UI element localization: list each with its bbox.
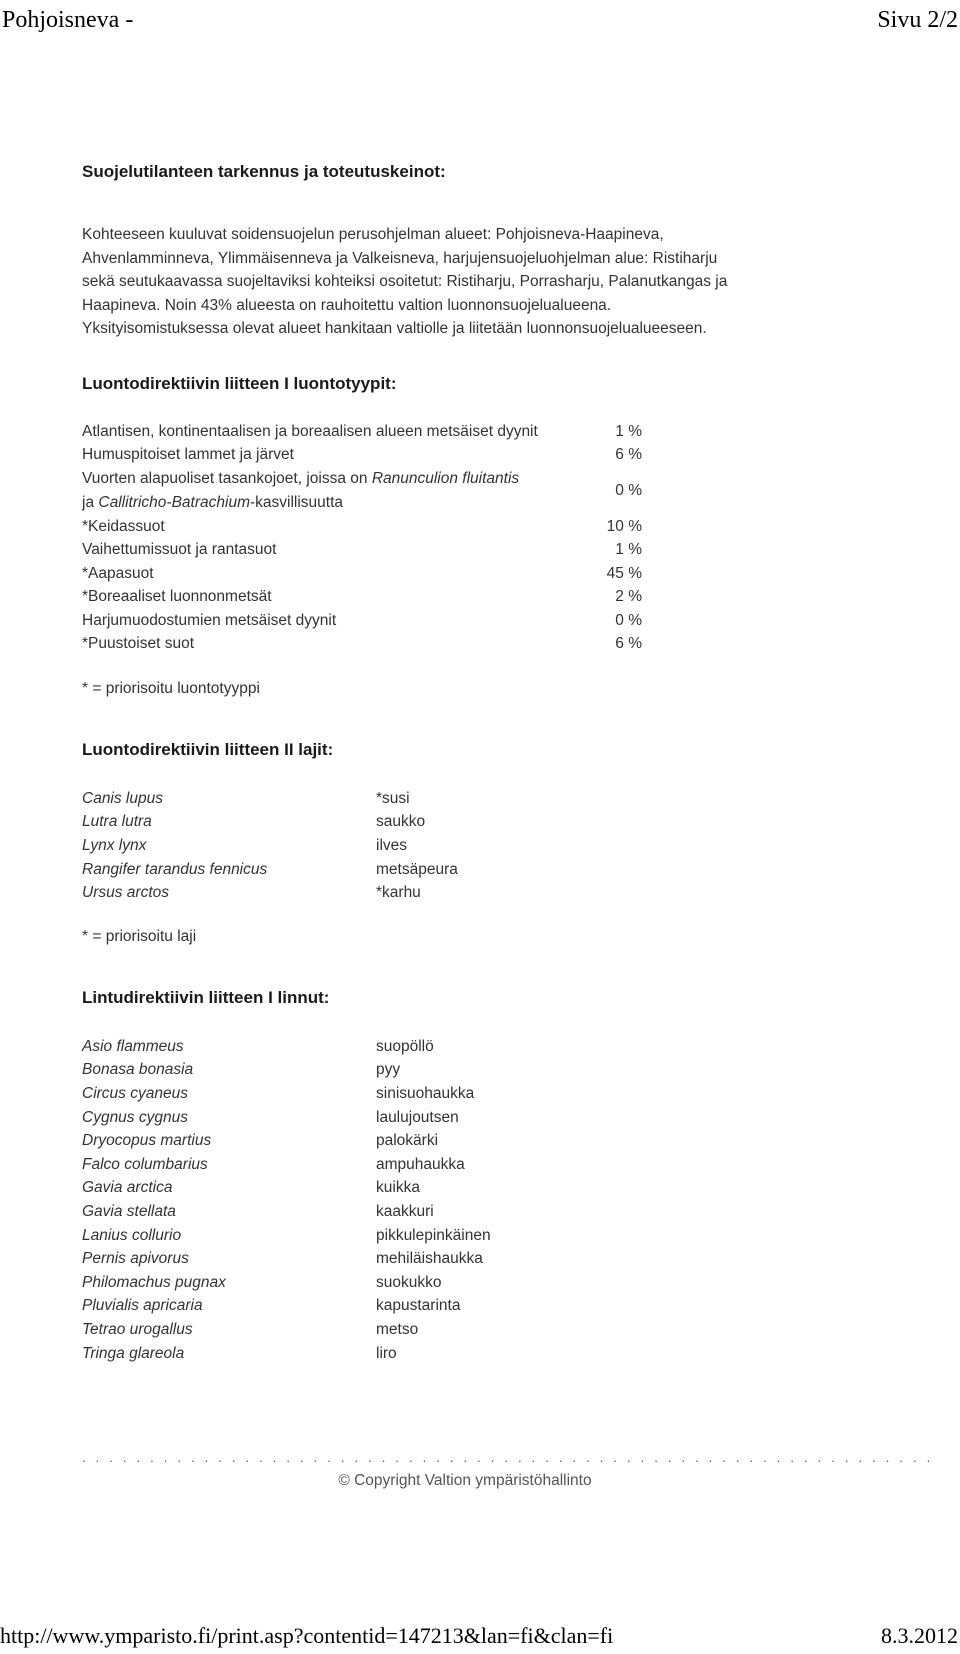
habitat-name-species: Callitricho-Batrachium	[98, 494, 250, 511]
protection-paragraph	[82, 223, 842, 341]
bird-scientific-name: Gavia arctica	[82, 1179, 173, 1197]
print-footer	[0, 1618, 960, 1654]
bird-finnish-name: kapustarinta	[376, 1297, 461, 1315]
habitat-percent: 2 %	[615, 588, 642, 606]
bird-scientific-name: Tringa glareola	[82, 1344, 185, 1362]
habitat-name: Humuspitoiset lammet ja järvet	[82, 446, 294, 464]
table-row	[82, 633, 642, 657]
species-scientific-name: Lynx lynx	[82, 836, 147, 854]
copyright-text: © Copyright Valtion ympäristöhallinto	[338, 1472, 592, 1489]
table-row	[82, 881, 458, 905]
species-table	[82, 787, 458, 905]
table-row	[82, 609, 642, 633]
habitat-name: Vaihettumissuot ja rantasuot	[82, 541, 277, 559]
habitat-percent: 0 %	[615, 482, 642, 499]
table-row	[82, 467, 642, 515]
bird-finnish-name: metso	[376, 1320, 419, 1338]
table-row	[82, 1106, 491, 1130]
protection-line: Kohteeseen kuuluvat soidensuojelun perusohjelman alueet: Pohjoisneva-Haapineva,	[82, 226, 664, 243]
habitats-heading: Luontodirektiivin liitteen I luontotyypit:	[82, 374, 397, 393]
birds-table	[82, 1035, 491, 1365]
habitat-name: *Puustoiset suot	[82, 635, 195, 653]
bird-finnish-name: sinisuohaukka	[376, 1084, 475, 1102]
print-header	[0, 0, 960, 40]
bird-scientific-name: Falco columbarius	[82, 1155, 208, 1173]
bird-scientific-name: Pernis apivorus	[82, 1250, 189, 1268]
table-row	[82, 515, 642, 539]
species-scientific-name: Ursus arctos	[82, 884, 169, 902]
table-row	[82, 1224, 491, 1248]
species-heading: Luontodirektiivin liitteen II lajit:	[82, 740, 334, 759]
habitat-name-text: -kasvillisuutta	[249, 494, 344, 511]
table-row	[82, 811, 458, 835]
bird-scientific-name: Pluvialis apricaria	[82, 1297, 203, 1315]
bird-finnish-name: kaakkuri	[376, 1202, 434, 1220]
habitat-name: *Aapasuot	[82, 564, 154, 582]
species-scientific-name: Rangifer tarandus fennicus	[82, 860, 268, 878]
footer-divider: . . . . . . . . . . . . . . . . . . . . . . . . . . . . . . . . . . . . . . . . . . . . . . . . . . . . . . . . . . . . . . .	[82, 1450, 934, 1465]
bird-finnish-name: pikkulepinkäinen	[376, 1226, 491, 1244]
habitat-percent: 6 %	[615, 635, 642, 653]
table-row	[82, 586, 642, 610]
bird-finnish-name: suopöllö	[376, 1037, 434, 1055]
habitat-name-text: Vuorten alapuoliset tasankojoet, joissa on	[82, 470, 372, 487]
habitat-types-table	[82, 420, 642, 656]
print-header-page-number: Sivu 2/2	[877, 7, 958, 33]
print-footer-url: http://www.ymparisto.fi/print.asp?contentid=147213&lan=fi&clan=fi	[0, 1623, 614, 1648]
habitat-name-species: Ranunculion fluitantis	[371, 470, 520, 487]
table-row	[82, 858, 458, 882]
table-row	[82, 1082, 491, 1106]
bird-finnish-name: mehiläishaukka	[376, 1250, 483, 1268]
table-row	[82, 787, 458, 811]
bird-scientific-name: Dryocopus martius	[82, 1132, 212, 1150]
habitat-name	[82, 467, 597, 515]
table-row	[82, 1035, 491, 1059]
species-priority-note: * = priorisoitu laji	[82, 928, 197, 945]
birds-heading: Lintudirektiivin liitteen I linnut:	[82, 988, 330, 1007]
table-row	[82, 1247, 491, 1271]
table-row	[82, 539, 642, 563]
species-finnish-name: saukko	[376, 813, 426, 831]
habitat-name: Harjumuodostumien metsäiset dyynit	[82, 611, 337, 629]
habitat-name: Atlantisen, kontinentaalisen ja boreaalisen alueen metsäiset dyynit	[82, 422, 538, 440]
habitat-name: *Boreaaliset luonnonmetsät	[82, 588, 272, 606]
table-row	[82, 1059, 491, 1083]
table-row	[82, 1177, 491, 1201]
habitat-percent: 1 %	[615, 422, 642, 440]
bird-finnish-name: ampuhaukka	[376, 1155, 465, 1173]
bird-finnish-name: liro	[376, 1344, 397, 1362]
protection-heading: Suojelutilanteen tarkennus ja toteutuskeinot:	[82, 162, 446, 181]
bird-finnish-name: suokukko	[376, 1273, 442, 1291]
bird-scientific-name: Tetrao urogallus	[82, 1320, 193, 1338]
print-footer-date: 8.3.2012	[881, 1623, 958, 1648]
print-header-title: Pohjoisneva -	[2, 7, 134, 33]
protection-line: Haapineva. Noin 43% alueesta on rauhoitettu valtion luonnonsuojelualueena.	[82, 296, 612, 314]
habitat-percent: 45 %	[606, 564, 642, 582]
table-row	[82, 420, 642, 444]
bird-finnish-name: palokärki	[376, 1132, 439, 1150]
species-finnish-name: *susi	[376, 789, 410, 807]
species-finnish-name: ilves	[376, 836, 408, 854]
bird-finnish-name: pyy	[376, 1061, 401, 1079]
species-finnish-name: *karhu	[376, 884, 421, 902]
bird-finnish-name: kuikka	[376, 1179, 420, 1197]
table-row	[82, 1153, 491, 1177]
table-row	[82, 444, 642, 468]
species-scientific-name: Lutra lutra	[82, 813, 152, 831]
table-row	[82, 1129, 491, 1153]
protection-line: Ahvenlamminneva, Ylimmäisenneva ja Valkeisneva, harjujensuojeluohjelman alue: Ristiharju	[82, 249, 718, 267]
habitat-percent: 0 %	[615, 611, 642, 629]
bird-finnish-name: laulujoutsen	[376, 1108, 459, 1126]
habitat-percent: 10 %	[606, 517, 642, 535]
protection-line: Yksityisomistuksessa olevat alueet hankitaan valtiolle ja liitetään luonnonsuojelualueeseen.	[82, 320, 707, 337]
protection-line: sekä seutukaavassa suojeltaviksi kohteiksi osoitetut: Ristiharju, Porrasharju, Palanutkangas ja	[82, 273, 728, 290]
habitat-name: *Keidassuot	[82, 517, 165, 535]
habitat-percent: 6 %	[615, 446, 642, 464]
table-row	[82, 1295, 491, 1319]
table-row	[82, 834, 458, 858]
bird-scientific-name: Cygnus cygnus	[82, 1108, 188, 1126]
bird-scientific-name: Gavia stellata	[82, 1202, 176, 1220]
table-row	[82, 562, 642, 586]
table-row	[82, 1342, 491, 1366]
habitat-percent: 1 %	[615, 541, 642, 559]
habitat-priority-note: * = priorisoitu luontotyyppi	[82, 680, 260, 697]
species-scientific-name: Canis lupus	[82, 789, 163, 807]
bird-scientific-name: Asio flammeus	[82, 1037, 184, 1055]
table-row	[82, 1271, 491, 1295]
table-row	[82, 1318, 491, 1342]
bird-scientific-name: Lanius collurio	[82, 1226, 182, 1244]
bird-scientific-name: Circus cyaneus	[82, 1084, 188, 1102]
bird-scientific-name: Philomachus pugnax	[82, 1273, 226, 1291]
species-finnish-name: metsäpeura	[376, 860, 458, 878]
table-row	[82, 1200, 491, 1224]
habitat-name-text: ja	[82, 494, 99, 511]
bird-scientific-name: Bonasa bonasia	[82, 1061, 194, 1079]
